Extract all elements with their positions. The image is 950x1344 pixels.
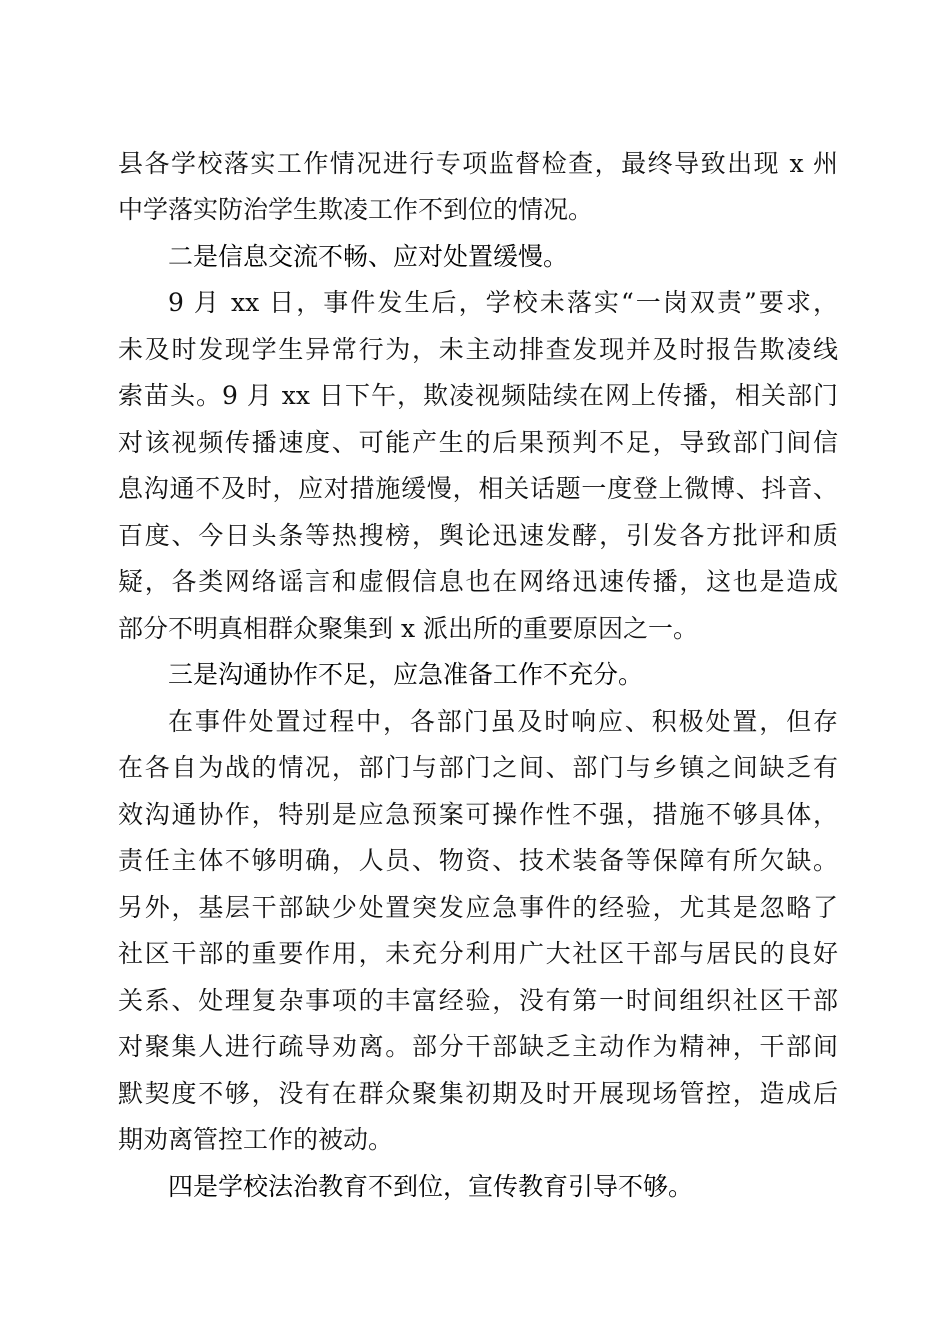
body-line: 默契度不够，没有在群众聚集初期及时开展现场管控，造成后 <box>118 1079 838 1108</box>
body-line: 县各学校落实工作情况进行专项监督检查，最终导致出现 x 州 <box>118 149 838 178</box>
body-line: 索苗头。9 月 xx 日下午，欺凌视频陆续在网上传播，相关部门 <box>118 381 838 410</box>
body-line: 在事件处置过程中，各部门虽及时响应、积极处置，但存 <box>168 707 838 736</box>
section-heading: 二是信息交流不畅、应对处置缓慢。 <box>168 242 569 271</box>
body-line: 效沟通协作，特别是应急预案可操作性不强，措施不够具体， <box>118 800 838 829</box>
body-line: 部分不明真相群众聚集到 x 派出所的重要原因之一。 <box>118 614 698 643</box>
body-line: 社区干部的重要作用，未充分利用广大社区干部与居民的良好 <box>118 939 838 968</box>
body-line: 责任主体不够明确，人员、物资、技术装备等保障有所欠缺。 <box>118 846 838 875</box>
body-line: 疑，各类网络谣言和虚假信息也在网络迅速传播，这也是造成 <box>118 567 838 596</box>
body-line: 息沟通不及时，应对措施缓慢，相关话题一度登上微博、抖音、 <box>118 474 838 503</box>
body-line: 关系、处理复杂事项的丰富经验，没有第一时间组织社区干部 <box>118 986 838 1015</box>
body-line: 百度、今日头条等热搜榜，舆论迅速发酵，引发各方批评和质 <box>118 521 838 550</box>
body-line: 在各自为战的情况，部门与部门之间、部门与乡镇之间缺乏有 <box>118 753 838 782</box>
section-heading: 三是沟通协作不足，应急准备工作不充分。 <box>168 660 644 689</box>
body-line: 9 月 xx 日，事件发生后，学校未落实“一岗双责”要求， <box>168 288 838 317</box>
body-line: 未及时发现学生异常行为，未主动排查发现并及时报告欺凌线 <box>118 335 838 364</box>
body-line: 对该视频传播速度、可能产生的后果预判不足，导致部门间信 <box>118 428 838 457</box>
body-line: 期劝离管控工作的被动。 <box>118 1125 394 1154</box>
body-line: 另外，基层干部缺少处置突发应急事件的经验，尤其是忽略了 <box>118 893 838 922</box>
body-line: 对聚集人进行疏导劝离。部分干部缺乏主动作为精神，干部间 <box>118 1032 838 1061</box>
section-heading: 四是学校法治教育不到位，宣传教育引导不够。 <box>168 1172 694 1201</box>
body-line: 中学落实防治学生欺凌工作不到位的情况。 <box>118 195 594 224</box>
